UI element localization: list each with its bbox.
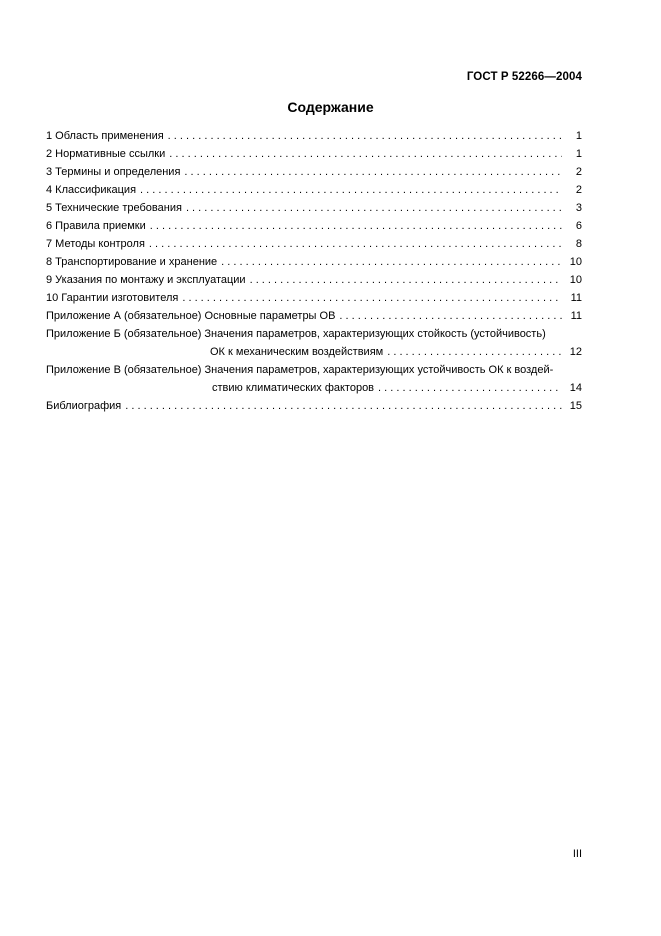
toc-leader-dots	[182, 289, 562, 307]
toc-leader-dots	[186, 199, 562, 217]
toc-leader-dots	[221, 253, 562, 271]
toc-item-classification[interactable]	[46, 181, 582, 199]
toc-item-page: 11	[570, 310, 582, 322]
toc-leader-dots	[150, 217, 562, 235]
toc-item-page: 11	[570, 292, 582, 304]
toc-leader-dots	[387, 343, 562, 361]
toc-item-label: 1 Область применения	[46, 130, 164, 142]
toc-leader-dots	[378, 379, 562, 397]
toc-item-page: 10	[569, 256, 582, 268]
toc-item-page: 12	[569, 346, 582, 358]
toc-item-appendix-b-line1[interactable]	[46, 325, 582, 343]
toc-item-label: Приложение Б (обязательное) Значения параметров, характеризующих стойкость (устойчивость)	[46, 328, 546, 340]
toc-item-appendix-v-line2[interactable]	[46, 379, 582, 397]
toc-item-page: 1	[575, 148, 582, 160]
toc-item-appendix-b-line2[interactable]	[46, 343, 582, 361]
toc-leader-dots	[169, 145, 562, 163]
standard-number: ГОСТ Р 52266—2004	[466, 71, 582, 83]
toc-item-page: 2	[575, 166, 582, 178]
toc-item-label: 8 Транспортирование и хранение	[46, 256, 218, 268]
toc-item-manufacturer-warranty[interactable]	[46, 289, 582, 307]
toc-item-page: 8	[575, 238, 582, 250]
toc-leader-dots	[250, 271, 562, 289]
toc-item-installation-operation[interactable]	[46, 271, 582, 289]
toc-leader-dots	[184, 163, 562, 181]
toc-item-label: 6 Правила приемки	[46, 220, 146, 232]
toc-item-label: Библиография	[46, 400, 122, 412]
toc-item-label: 10 Гарантии изготовителя	[46, 292, 179, 304]
toc-leader-dots	[168, 127, 562, 145]
toc-leader-dots	[339, 307, 562, 325]
toc-item-transport-storage[interactable]	[46, 253, 582, 271]
toc-item-label: 4 Классификация	[46, 184, 137, 196]
toc-item-appendix-v-line1[interactable]	[46, 361, 582, 379]
toc-item-page: 6	[575, 220, 582, 232]
toc-item-label: 3 Термины и определения	[46, 166, 181, 178]
toc-item-page: 1	[575, 130, 582, 142]
table-of-contents	[46, 127, 582, 415]
toc-item-label: Приложение В (обязательное) Значения параметров, характеризующих устойчивость ОК к воздей-	[46, 364, 554, 376]
toc-item-label: 9 Указания по монтажу и эксплуатации	[46, 274, 246, 286]
page-title: Содержание	[287, 99, 374, 115]
toc-item-bibliography[interactable]	[46, 397, 582, 415]
toc-item-page: 15	[569, 400, 582, 412]
toc-item-page: 10	[569, 274, 582, 286]
toc-leader-dots	[125, 397, 562, 415]
toc-item-appendix-a[interactable]	[46, 307, 582, 325]
toc-item-label: 7 Методы контроля	[46, 238, 145, 250]
toc-item-label: ствию климатических факторов	[212, 382, 375, 394]
toc-item-acceptance-rules[interactable]	[46, 217, 582, 235]
toc-item-page: 2	[575, 184, 582, 196]
toc-item-page: 3	[575, 202, 582, 214]
page-folio: III	[572, 848, 582, 860]
toc-item-label: ОК к механическим воздействиям	[210, 346, 384, 358]
toc-item-technical-requirements[interactable]	[46, 199, 582, 217]
toc-item-label: 2 Нормативные ссылки	[46, 148, 166, 160]
toc-item-terms-definitions[interactable]	[46, 163, 582, 181]
toc-item-test-methods[interactable]	[46, 235, 582, 253]
toc-item-label: 5 Технические требования	[46, 202, 182, 214]
toc-item-page: 14	[569, 382, 582, 394]
toc-item-normative-references[interactable]	[46, 145, 582, 163]
toc-leader-dots	[149, 235, 562, 253]
toc-item-label: Приложение А (обязательное) Основные параметры ОВ	[46, 310, 336, 322]
toc-item-scope[interactable]	[46, 127, 582, 145]
toc-leader-dots	[140, 181, 562, 199]
